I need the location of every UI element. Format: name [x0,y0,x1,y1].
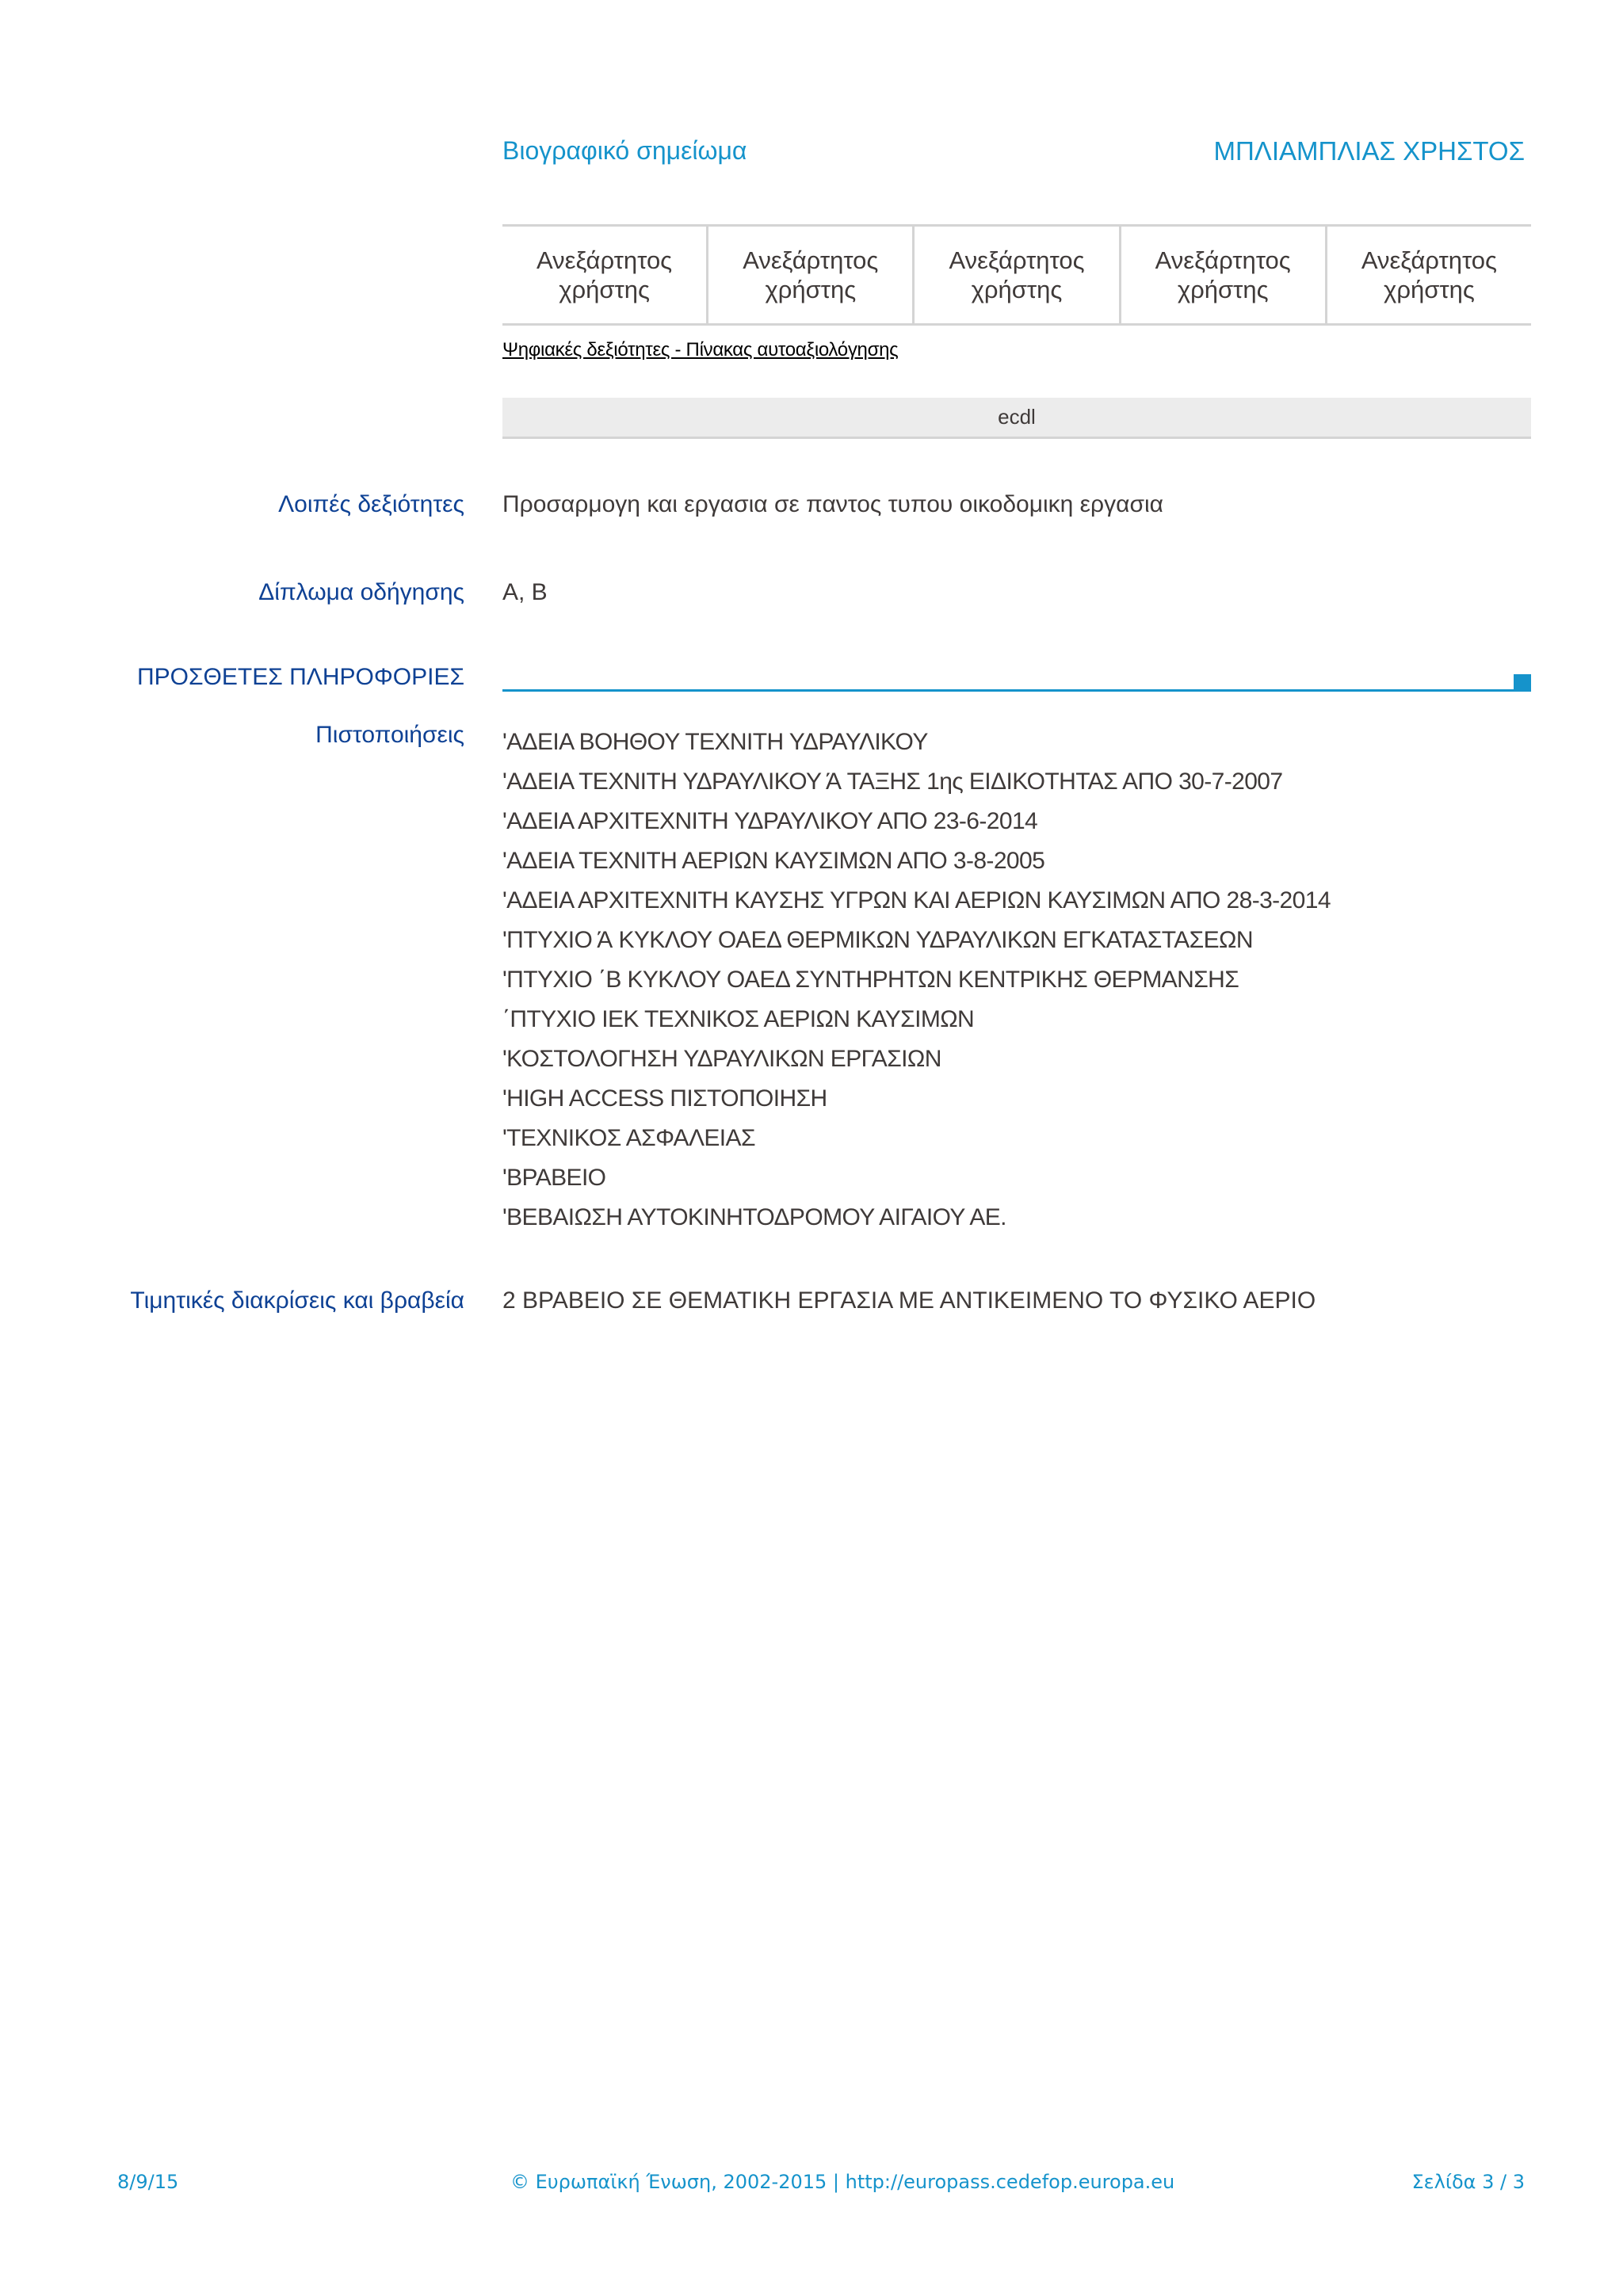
digital-skills-table [502,224,1531,326]
skill-level-text: Ανεξάρτητος χρήστης [1155,246,1291,303]
skill-level-text: Ανεξάρτητος χρήστης [1361,246,1497,303]
driving-licence-value: A, B [502,579,548,605]
other-skills-label: Λοιπές δεξιότητες [278,491,464,517]
awards-value: 2 ΒΡΑΒΕΙΟ ΣΕ ΘΕΜΑΤΙΚΗ ΕΡΓΑΣΙΑ ΜΕ ΑΝΤΙΚΕΙΜΕΝΟ ΤΟ ΦΥΣΙΚΟ ΑΕΡΙΟ [502,1287,1316,1314]
self-assessment-grid-link[interactable]: Ψηφιακές δεξιότητες - Πίνακας αυτοαξιολόγησης [502,339,899,360]
driving-licence-label: Δίπλωμα οδήγησης [258,579,464,605]
list-item: 'ΚΟΣΤΟΛΟΓΗΣΗ ΥΔΡΑΥΛΙΚΩΝ ΕΡΓΑΣΙΩΝ [502,1046,941,1072]
list-item: 'ΑΔΕΙΑ ΤΕΧΝΙΤΗ ΥΔΡΑΥΛΙΚΟΥ Ά ΤΑΞΗΣ 1ης ΕΙΔΙΚΟΤΗΤΑΣ ΑΠΟ 30-7-2007 [502,769,1283,795]
section-title-additional-info: ΠΡΟΣΘΕΤΕΣ ΠΛΗΡΟΦΟΡΙΕΣ [137,664,464,690]
list-item: 'ΑΔΕΙΑ ΑΡΧΙΤΕΧΝΙΤΗ ΥΔΡΑΥΛΙΚΟΥ ΑΠΟ 23-6-2014 [502,808,1038,834]
list-item: 'ΑΔΕΙΑ ΒΟΗΘΟΥ ΤΕΧΝΙΤΗ ΥΔΡΑΥΛΙΚΟΥ [502,729,928,755]
footer-date: 8/9/15 [117,2171,179,2193]
awards-label: Τιμητικές διακρίσεις και βραβεία [130,1287,464,1314]
skill-level-cell [708,227,915,323]
skill-level-cell [915,227,1121,323]
list-item: 'ΒΕΒΑΙΩΣΗ ΑΥΤΟΚΙΝΗΤΟΔΡΟΜΟΥ ΑΙΓΑΙΟΥ ΑΕ. [502,1204,1006,1230]
section-divider [502,689,1517,692]
list-item: 'ΑΔΕΙΑ ΑΡΧΙΤΕΧΝΙΤΗ ΚΑΥΣΗΣ ΥΓΡΩΝ ΚΑΙ ΑΕΡΙΩΝ ΚΑΥΣΙΜΩΝ ΑΠΟ 28-3-2014 [502,887,1331,913]
certifications-label: Πιστοποιήσεις [315,722,464,748]
document-title: Βιογραφικό σημείωμα [502,136,747,165]
list-item: 'ΑΔΕΙΑ ΤΕΧΝΙΤΗ ΑΕΡΙΩΝ ΚΑΥΣΙΜΩΝ ΑΠΟ 3-8-2005 [502,848,1045,874]
section-marker [1514,674,1531,692]
footer-page-number: Σελίδα 3 / 3 [1411,2171,1525,2193]
skill-level-cell [1121,227,1327,323]
certificate-text: ecdl [998,405,1036,429]
person-name: ΜΠΛΙΑΜΠΛΙΑΣ ΧΡΗΣΤΟΣ [1213,136,1525,166]
list-item: 'HIGH ACCESS ΠΙΣΤΟΠΟΙΗΣΗ [502,1085,827,1112]
list-item: 'ΒΡΑΒΕΙΟ [502,1165,606,1191]
other-skills-value: Προσαρμογη και εργασια σε παντος τυπου οικοδομικη εργασια [502,491,1163,517]
list-item: ΄ΠΤΥΧΙΟ ΙΕΚ ΤΕΧΝΙΚΟΣ ΑΕΡΙΩΝ ΚΑΥΣΙΜΩΝ [502,1006,975,1032]
skill-level-text: Ανεξάρτητος χρήστης [949,246,1085,303]
skill-level-cell [502,227,708,323]
list-item: 'ΠΤΥΧΙΟ Ά ΚΥΚΛΟΥ ΟΑΕΔ ΘΕΡΜΙΚΩΝ ΥΔΡΑΥΛΙΚΩΝ ΕΓΚΑΤΑΣΤΑΣΕΩΝ [502,927,1253,953]
certificate-bar [502,398,1531,439]
list-item: 'ΠΤΥΧΙΟ ΄Β ΚΥΚΛΟΥ ΟΑΕΔ ΣΥΝΤΗΡΗΤΩΝ ΚΕΝΤΡΙΚΗΣ ΘΕΡΜΑΝΣΗΣ [502,967,1239,993]
list-item: 'ΤΕΧΝΙΚΟΣ ΑΣΦΑΛΕΙΑΣ [502,1125,755,1151]
skill-level-cell [1327,227,1531,323]
footer-copyright: © Ευρωπαϊκή Ένωση, 2002-2015 | http://europass.cedefop.europa.eu [510,2171,1175,2193]
skill-level-text: Ανεξάρτητος χρήστης [743,246,879,303]
certifications-list [502,723,1331,1238]
skill-level-text: Ανεξάρτητος χρήστης [537,246,673,303]
